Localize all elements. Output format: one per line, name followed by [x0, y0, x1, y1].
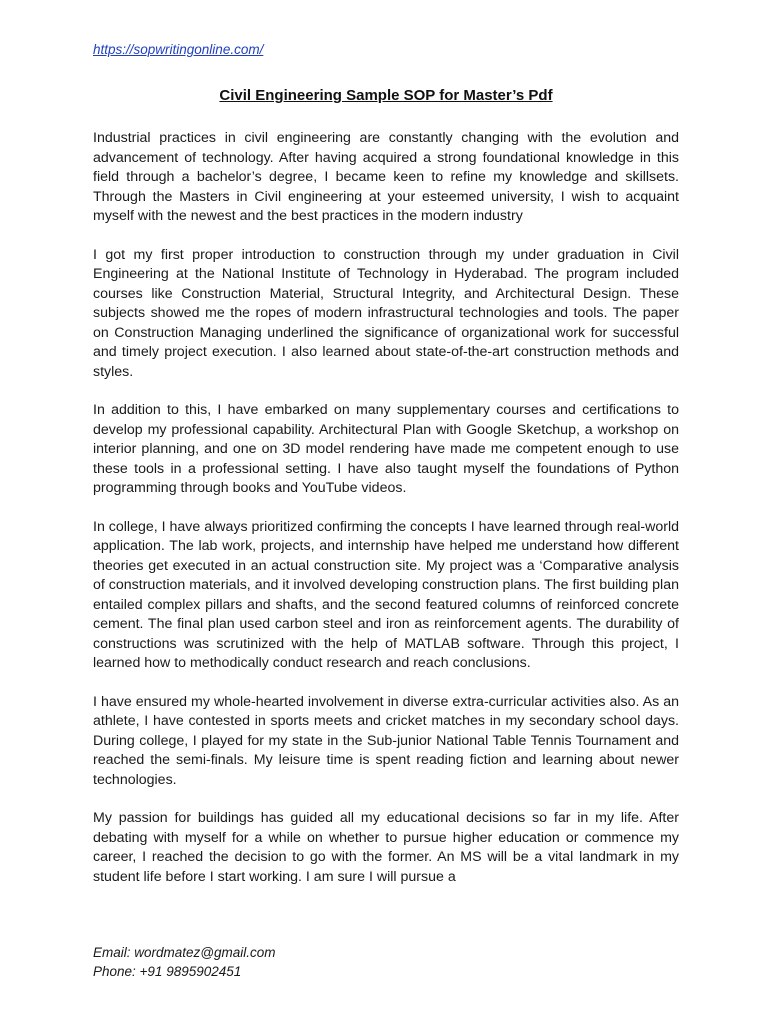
paragraph-1: Industrial practices in civil engineering are constantly changing with the evolution and advancement of technology. After having acquired a strong foundational knowledge in this field through a bachelor’s degree, I became keen to refine my knowledge and skillsets. Through the Masters in Civil engineering at your esteemed university, I wish to acquaint myself with the newest and the best practices in the modern industry [93, 130, 679, 224]
contact-footer [93, 944, 276, 981]
paragraph-5: I have ensured my whole-hearted involvement in diverse extra-curricular activities also. As an athlete, I have contested in sports meets and cricket matches in my secondary school days. During college, I played for my state in the Sub-junior National Table Tennis Tournament and reached the semi-finals. My leisure time is spent reading fiction and learning about newer technologies. [93, 693, 679, 788]
document-body [93, 129, 679, 906]
footer-email: Email: wordmatez@gmail.com [93, 945, 276, 960]
website-link[interactable]: https://sopwritingonline.com/ [93, 42, 264, 57]
paragraph-3: In addition to this, I have embarked on many supplementary courses and certifications to develop my professional capability. Architectural Plan with Google Sketchup, a workshop on interior planning, and one on 3D model rendering have made me competent enough to use these tools in a professional setting. I have also taught myself the foundations of Python programming through books and YouTube videos. [93, 402, 679, 496]
paragraph-2: I got my first proper introduction to construction through my under graduation in Civil Engineering at the National Institute of Technology in Hyderabad. The program included courses like Construction Material, Structural Integrity, and Architectural Design. These subjects showed me the ropes of modern infrastructural technologies and tools. The paper on Construction Managing underlined the significance of organizational work for successful and timely project execution. I also learned about state-of-the-art construction methods and styles. [93, 246, 679, 380]
paragraph-4: In college, I have always prioritized confirming the concepts I have learned through real-world application. The lab work, projects, and internship have helped me understand how different theories get executed in an actual construction site. My project was a ‘Comparative analysis of construction materials, and it involved developing construction plans. The first building plan entailed complex pillars and shafts, and the second featured columns of reinforced concrete cement. The final plan used carbon steel and iron as reinforcement agents. The durability of constructions was scrutinized with the help of MATLAB software. Through this project, I learned how to methodically conduct research and reach conclusions. [93, 518, 679, 671]
document-title: Civil Engineering Sample SOP for Master’s Pdf [219, 87, 553, 104]
footer-phone: Phone: +91 9895902451 [93, 963, 242, 979]
paragraph-6: My passion for buildings has guided all my educational decisions so far in my life. After debating with myself for a while on whether to pursue higher education or commence my career, I reached the decision to go with the former. An MS will be a vital landmark in my student life before I start working. I am sure I will pursue a [93, 810, 679, 885]
